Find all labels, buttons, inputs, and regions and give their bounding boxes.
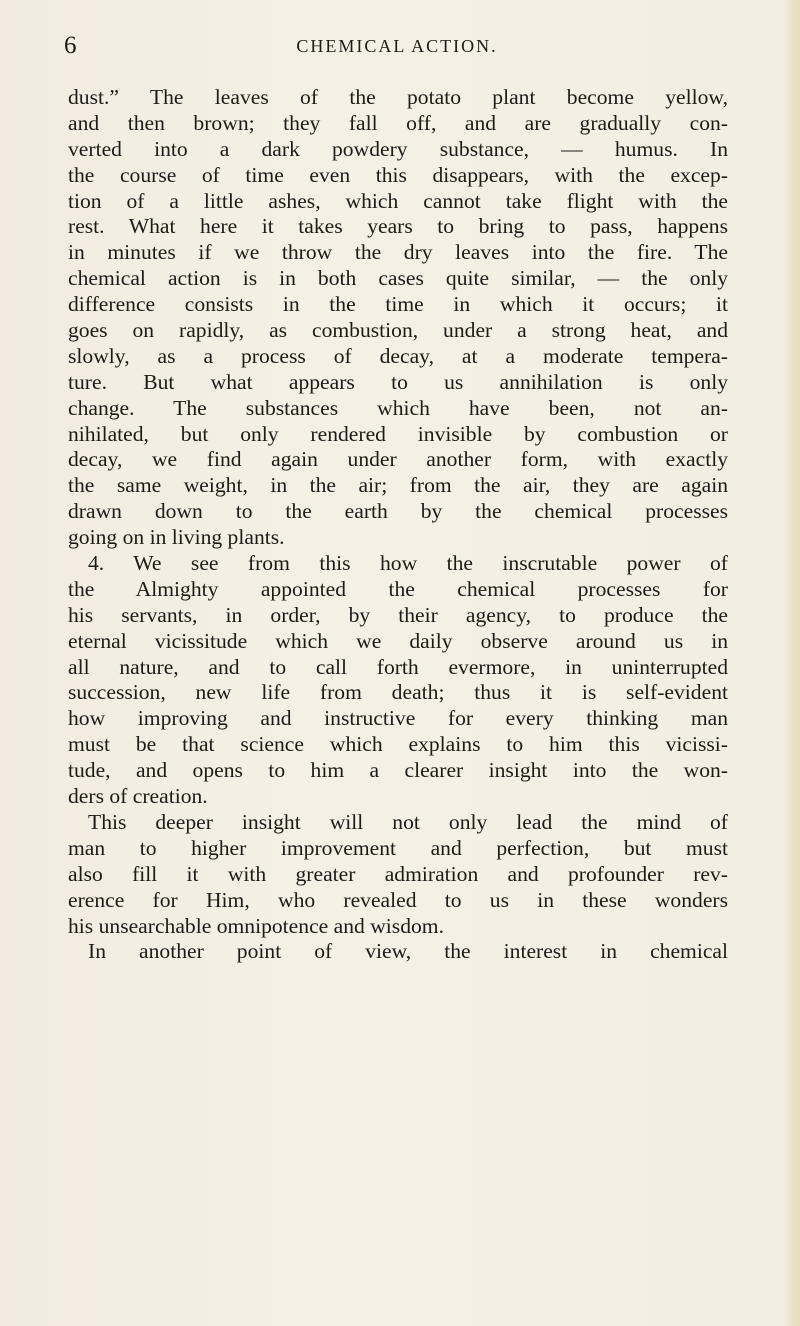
- text-line: This deeper insight will not only lead the mind of: [88, 809, 728, 834]
- text-line: dust.” The leaves of the potato plant become yellow,: [68, 85, 728, 109]
- text-line: ders of creation.: [68, 784, 208, 809]
- text-line: his unsearchable omnipotence and wisdom.: [68, 913, 444, 938]
- text-line: rest. What here it takes years to bring to pass, happens: [68, 214, 728, 239]
- text-line: change. The substances which have been, not an-: [68, 395, 728, 420]
- page-header: [64, 32, 730, 62]
- text-line: eternal vicissitude which we daily observe around us in: [68, 628, 728, 653]
- text-line: tion of a little ashes, which cannot take flight with the: [68, 188, 728, 213]
- text-line: 4. We see from this how the inscrutable power of: [88, 551, 728, 576]
- running-head: CHEMICAL ACTION.: [296, 36, 498, 56]
- text-line: difference consists in the time in which it occurs; it: [68, 292, 728, 317]
- text-line: going on in living plants.: [68, 525, 285, 550]
- text-line: also fill it with greater admiration and profounder rev-: [68, 861, 728, 886]
- text-line: must be that science which explains to him this vicissi-: [68, 732, 728, 757]
- text-line: the same weight, in the air; from the air, they are again: [68, 473, 728, 498]
- text-line: how improving and instructive for every thinking man: [68, 706, 728, 731]
- page-number: 6: [64, 32, 77, 59]
- text-line: verted into a dark powdery substance, — humus. In: [68, 136, 728, 161]
- text-line: the course of time even this disappears, with the excep-: [68, 162, 728, 187]
- text-line: drawn down to the earth by the chemical processes: [68, 499, 728, 524]
- text-line: chemical action is in both cases quite similar, — the only: [68, 266, 728, 291]
- text-line: in minutes if we throw the dry leaves into the fire. The: [68, 240, 728, 265]
- text-line: all nature, and to call forth evermore, in uninterrupted: [68, 654, 728, 679]
- text-line: his servants, in order, by their agency, to produce the: [68, 602, 728, 627]
- text-line: tude, and opens to him a clearer insight into the won-: [68, 758, 728, 783]
- text-line: ture. But what appears to us annihilation is only: [68, 369, 728, 394]
- page-edge: [784, 0, 800, 1326]
- text-line: In another point of view, the interest in chemical: [88, 939, 728, 964]
- text-line: succession, new life from death; thus it is self-evident: [68, 680, 728, 705]
- text-line: and then brown; they fall off, and are gradually con-: [68, 110, 728, 135]
- body-text: [68, 85, 728, 965]
- text-line: slowly, as a process of decay, at a moderate tempera-: [68, 343, 728, 368]
- text-line: nihilated, but only rendered invisible by combustion or: [68, 421, 728, 446]
- text-line: goes on rapidly, as combustion, under a strong heat, and: [68, 318, 728, 343]
- text-line: man to higher improvement and perfection, but must: [68, 835, 728, 860]
- text-line: erence for Him, who revealed to us in these wonders: [68, 887, 728, 912]
- text-line: decay, we find again under another form, with exactly: [68, 447, 728, 472]
- text-line: the Almighty appointed the chemical processes for: [68, 576, 728, 601]
